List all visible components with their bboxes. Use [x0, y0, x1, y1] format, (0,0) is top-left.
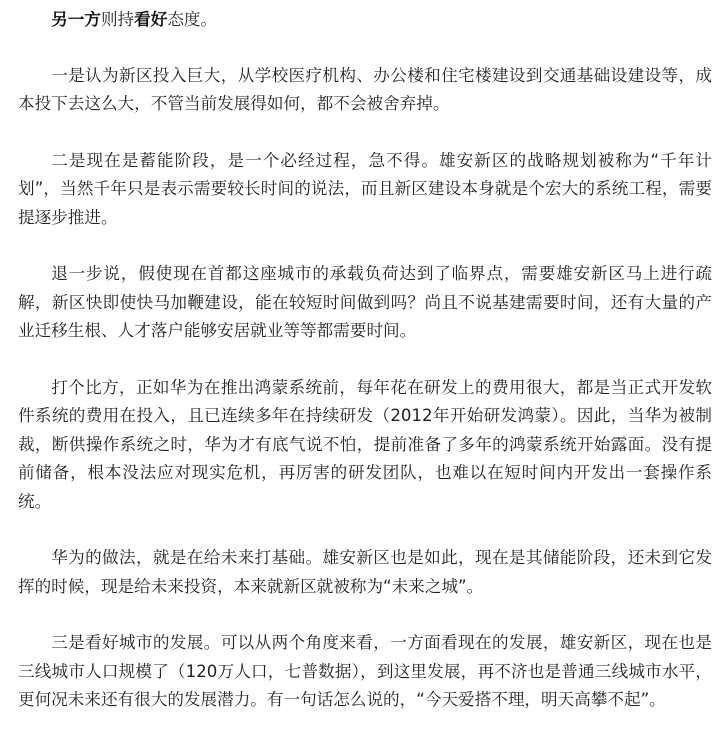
intro-bold-other-side: 另一方 [51, 10, 101, 29]
paragraph-energy-storage: 二是现在是蓄能阶段，是一个必经过程，急不得。雄安新区的战略规划被称为“千年计划”，当然千年只是表示需要较长时间的说法，而且新区建设本身就是个宏大的系统工程，需要提逐步推进。 [18, 150, 712, 227]
article-body [18, 6, 712, 715]
paragraph-city-development: 三是看好城市的发展。可以从两个角度来看，一方面看现在的发展，雄安新区，现在也是三线城市人口规模了（120万人口，七普数据），到这里发展，再不济也是普通三线城市水平，更何况未来还有很大的发展潜力。有一句话怎么说的，“今天爱搭不理，明天高攀不起”。 [18, 633, 712, 709]
intro-text-attitude: 态度。 [167, 10, 218, 29]
paragraph-step-back: 退一步说，假使现在首都这座城市的承载负荷达到了临界点，需要雄安新区马上进行疏解，新区快即使快马加鞭建设，能在较短时间做到吗？尚且不说基建需要时间，还有大量的产业迁移生根、人才落户能够安居就业等等都需要时间。 [18, 264, 712, 340]
paragraph-huawei-analogy: 打个比方，正如华为在推出鸿蒙系统前，每年花在研发上的费用很大，都是当正式开发软件系统的费用在投入，且已连续多年在持续研发（2012年开始研发鸿蒙）。因此，当华为被制裁，断供操作系统之时，华为才有底气说不怕，提前准备了多年的鸿蒙系统开始露面。没有提前储备，根本没法应对现实危机，再厉害的研发团队，也难以在短时间内开发出一套操作系统。 [18, 377, 712, 511]
intro-bold-optimistic: 看好 [134, 10, 168, 29]
intro-text-hold: 则持 [100, 10, 135, 29]
intro-paragraph [18, 6, 712, 35]
paragraph-investment: 一是认为新区投入巨大，从学校医疗机构、办公楼和住宅楼建设到交通基础设建设等，成本投下去这么大，不管当前发展得如何，都不会被舍弃掉。 [18, 65, 712, 113]
paragraph-huawei-foundation: 华为的做法，就是在给未来打基础。雄安新区也是如此，现在是其储能阶段，还未到它发挥的时候，现是给未来投资，本来就新区就被称为“未来之城”。 [18, 548, 712, 596]
